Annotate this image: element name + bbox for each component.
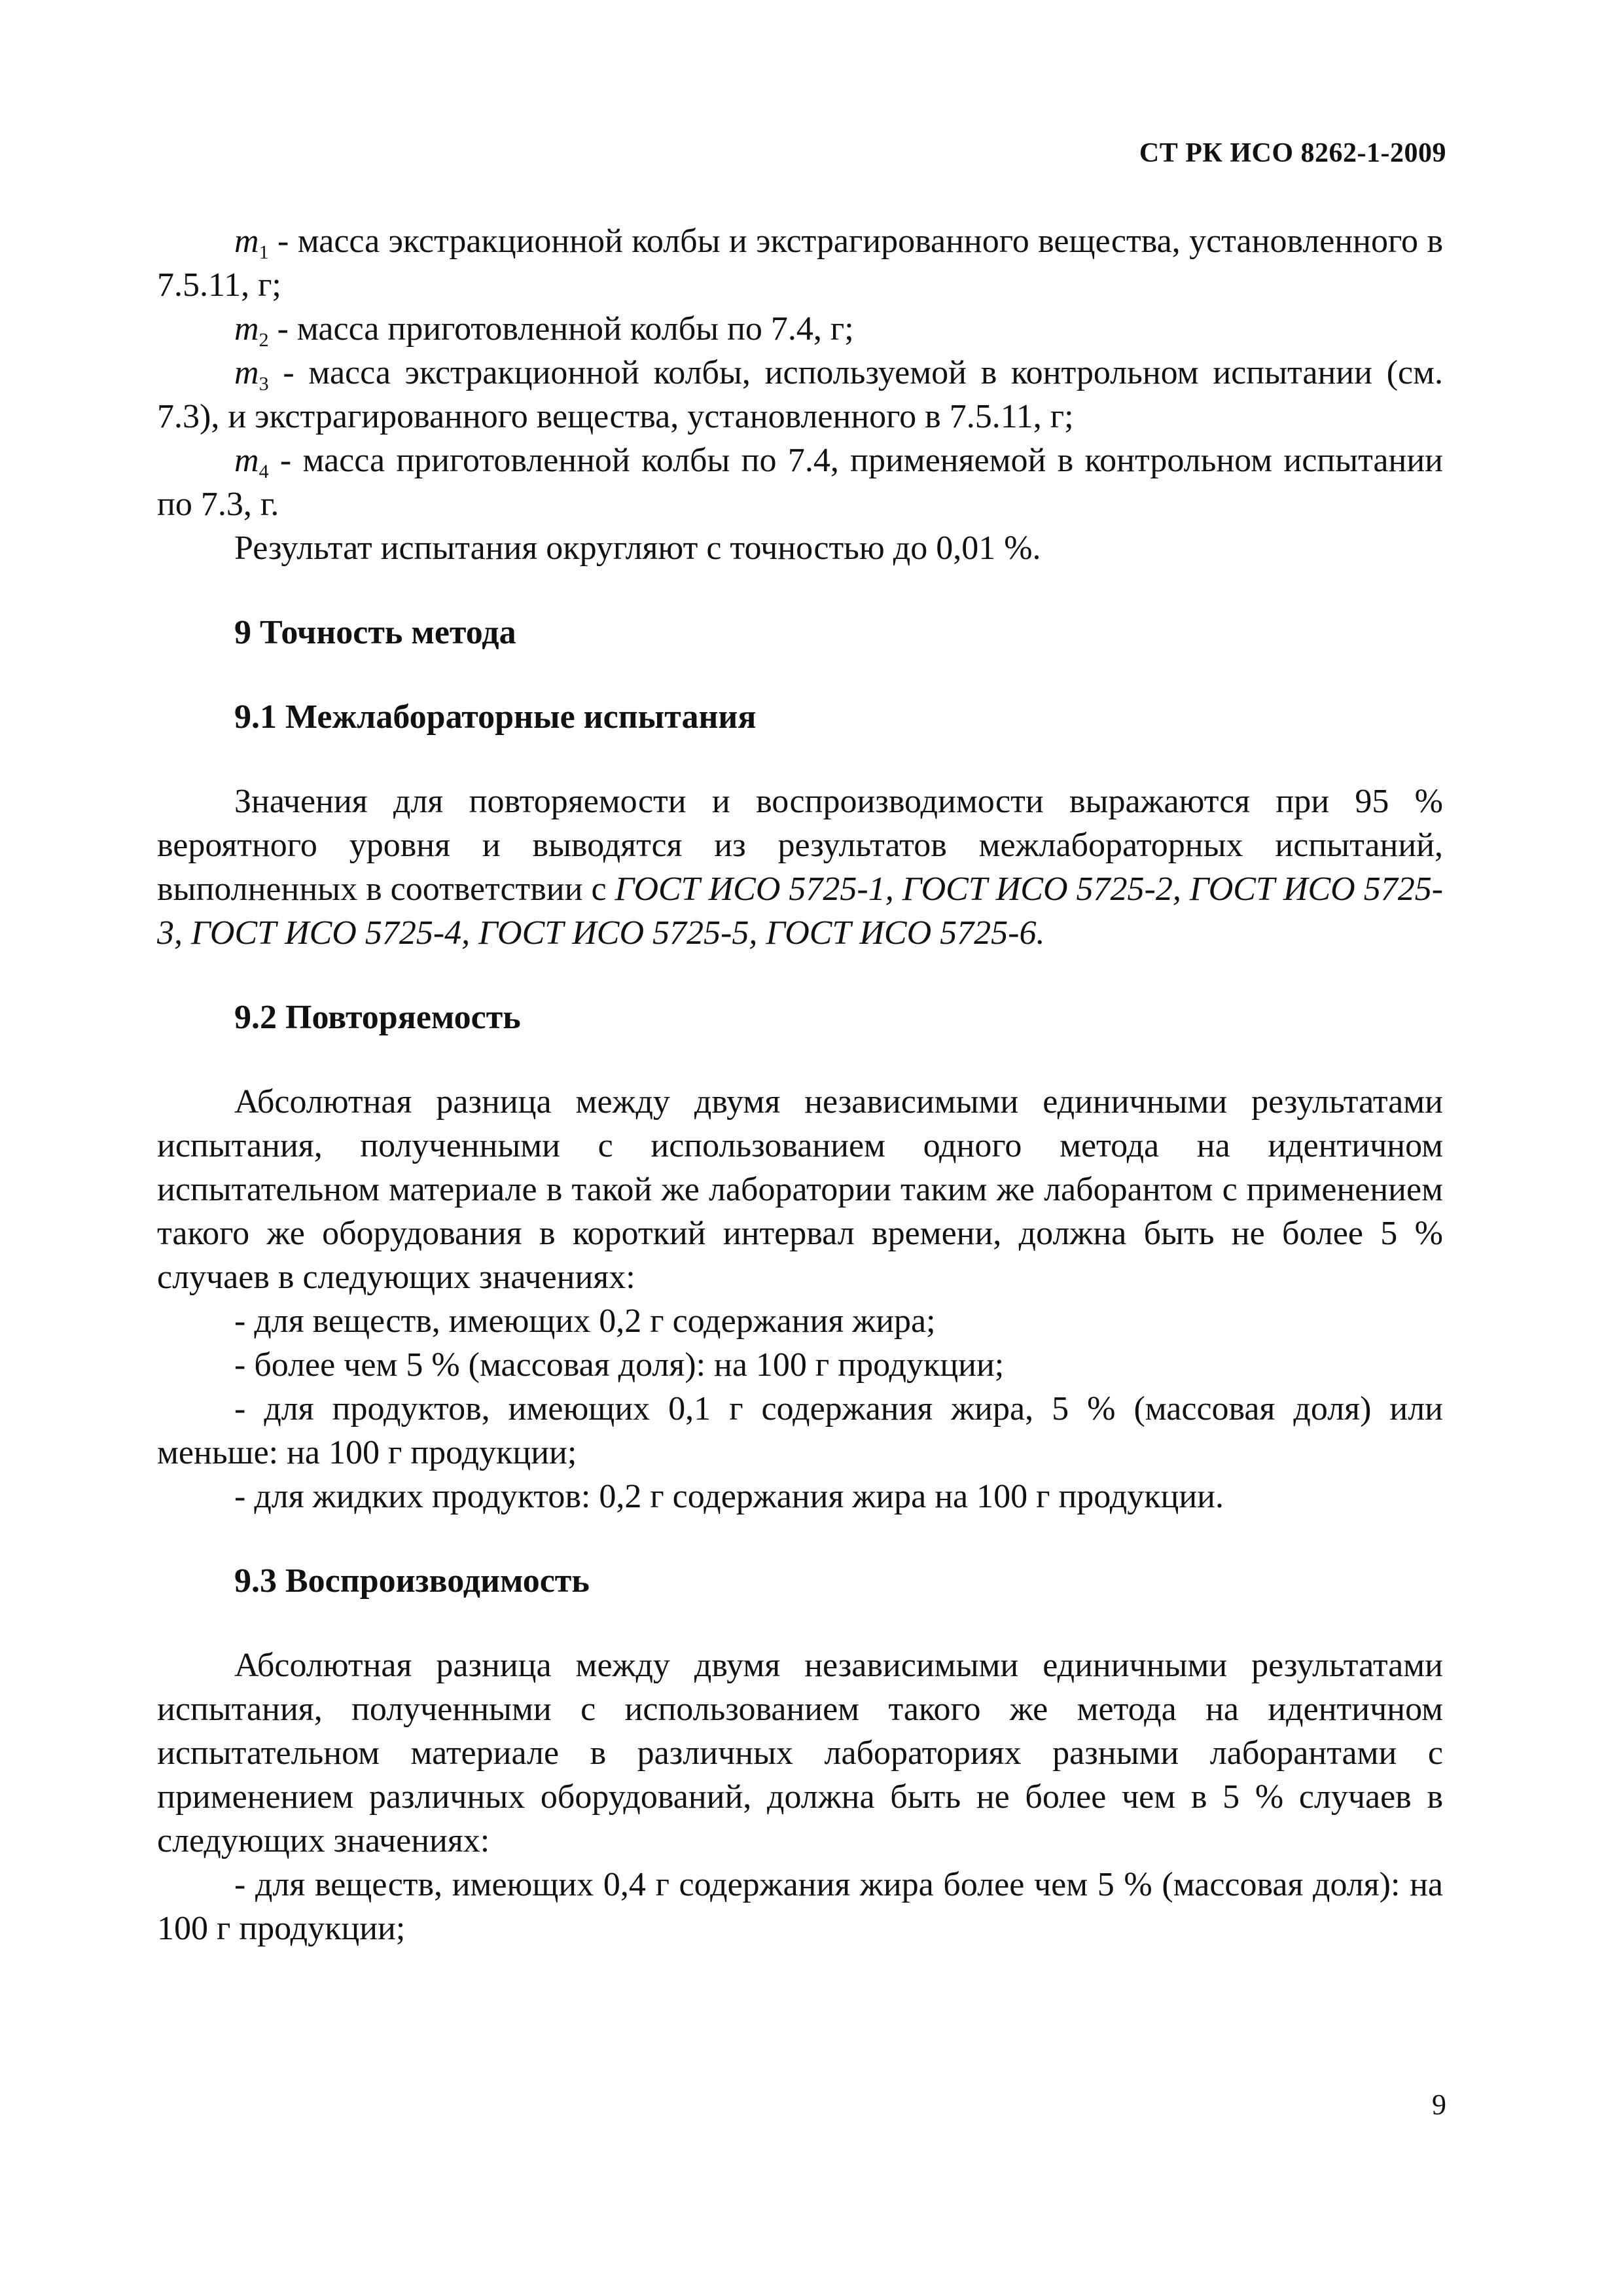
- list-item: - для жидких продуктов: 0,2 г содержания жира на 100 г продукции.: [234, 1478, 1224, 1515]
- section-9-title: 9 Точность метода: [234, 614, 516, 651]
- result-rounding-text: Результат испытания округляют с точностью до 0,01 %.: [234, 529, 1041, 567]
- section-9-1-text: Значения для повторяемости и воспроизводимости выражаются при 95 % вероятного уровня и выводятся из результатов межлабораторных испытаний, выполненных в соответствии с ГОСТ ИСО 5725-1, ГОСТ ИСО 5725-2, ГОСТ ИСО 5725-3, ГОСТ ИСО 5725-4, ГОСТ ИСО 5725-5, ГОСТ ИСО 5725-6.: [157, 783, 1444, 952]
- standard-references: ГОСТ ИСО 5725-1, ГОСТ ИСО 5725-2, ГОСТ ИСО 5725-3, ГОСТ ИСО 5725-4, ГОСТ ИСО 5725-5, ГОСТ ИСО 5725-6.: [157, 870, 1444, 952]
- var-symbol: $m_2$: [234, 310, 269, 351]
- section-9-1-title: 9.1 Межлабораторные испытания: [234, 698, 757, 736]
- var-definition-m1: $m_1$ - масса экстракционной колбы и экстрагированного вещества, установленного в 7.5.11, г;: [157, 223, 1443, 304]
- page-content: [157, 219, 1443, 1950]
- var-definition-m2: $m_2$ - масса приготовленной колбы по 7.4, г;: [234, 310, 854, 351]
- section-9-2-title: 9.2 Повторяемость: [234, 999, 521, 1036]
- list-item: - для веществ, имеющих 0,2 г содержания жира;: [234, 1302, 936, 1340]
- var-symbol: $m_3$: [234, 354, 269, 395]
- section-9-3-text: Абсолютная разница между двумя независимыми единичными результатами испытания, полученными с использованием такого же метода на идентичном испытательном материале в различных лабораториях разными лаборантами с применением различных оборудований, должна быть не более чем в 5 % случаев в следующих значениях:: [157, 1647, 1443, 1859]
- section-9-3-title: 9.3 Воспроизводимость: [234, 1562, 590, 1600]
- var-definition-m4: $m_4$ - масса приготовленной колбы по 7.4, применяемой в контрольном испытании по 7.3, г.: [157, 442, 1443, 523]
- var-symbol: $m_4$: [234, 442, 269, 482]
- page-number: 9: [1432, 2089, 1446, 2121]
- list-item: - более чем 5 % (массовая доля): на 100 г продукции;: [234, 1346, 1005, 1384]
- var-definition-m3: $m_3$ - масса экстракционной колбы, используемой в контрольном испытании (см. 7.3), и экстрагированного вещества, установленного в 7.5.11, г;: [157, 354, 1443, 435]
- var-symbol: $m_1$: [234, 223, 269, 263]
- document-code-header: СТ РК ИСО 8262-1-2009: [1139, 138, 1446, 168]
- section-9-2-text: Абсолютная разница между двумя независимыми единичными результатами испытания, полученными с использованием одного метода на идентичном испытательном материале в такой же лаборатории таким же лаборантом с применением такого же оборудования в короткий интервал времени, должна быть не более 5 % случаев в следующих значениях:: [157, 1083, 1443, 1296]
- list-item: - для веществ, имеющих 0,4 г содержания жира более чем 5 % (массовая доля): на 100 г продукции;: [157, 1866, 1443, 1947]
- list-item: - для продуктов, имеющих 0,1 г содержания жира, 5 % (массовая доля) или меньше: на 100 г продукции;: [157, 1390, 1443, 1471]
